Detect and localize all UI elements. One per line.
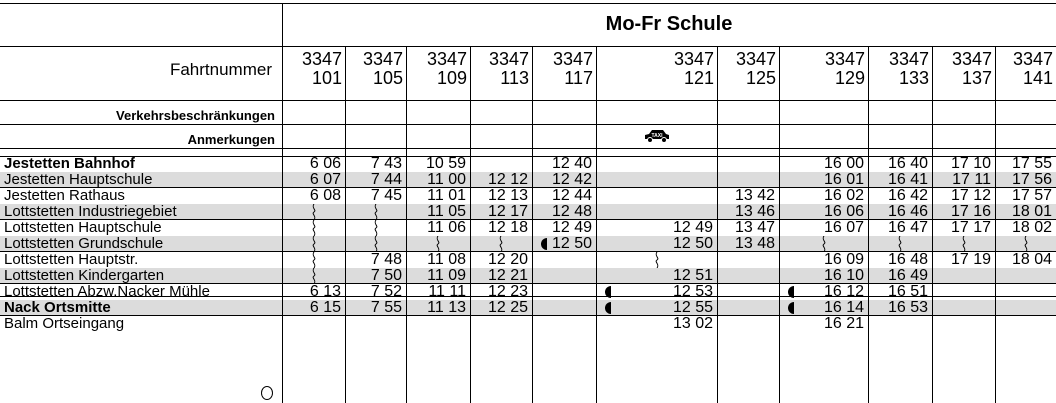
bypass-icon — [372, 236, 380, 252]
departure-time: 13 47 — [734, 219, 775, 236]
bypass-icon — [820, 236, 828, 252]
departure-time: 16 49 — [887, 267, 928, 284]
departure-time: 12 23 — [487, 283, 528, 300]
departure-time: 17 55 — [1011, 155, 1052, 172]
departure-time: 16 02 — [823, 187, 864, 204]
departure-time: 7 48 — [370, 251, 402, 268]
rule — [0, 100, 1056, 101]
departure-time: 6 15 — [309, 299, 341, 316]
trip-number-line1: 3347 — [735, 49, 776, 69]
trip-number-line1: 3347 — [673, 49, 714, 69]
departure-time: 12 13 — [487, 187, 528, 204]
half-circle-icon — [604, 286, 612, 298]
bypass-icon — [653, 252, 661, 268]
trip-number-line1: 3347 — [552, 49, 593, 69]
bypass-icon — [310, 252, 318, 268]
bypass-icon — [310, 236, 318, 252]
fahrtnummer-label: Fahrtnummer — [169, 60, 272, 79]
bypass-icon — [372, 220, 380, 236]
departure-time: 7 43 — [370, 155, 402, 172]
half-circle-icon — [787, 302, 795, 314]
stop-name: Balm Ortseingang — [4, 315, 125, 332]
departure-time: 16 47 — [887, 219, 928, 236]
departure-time: 11 05 — [427, 203, 466, 220]
stop-name: Lottstetten Abzw.Nacker Mühle — [4, 283, 210, 300]
page-title: Mo-Fr Schule — [605, 13, 733, 35]
departure-time: 7 44 — [370, 171, 402, 188]
trip-number-line2: 137 — [961, 68, 992, 88]
half-circle-icon — [604, 302, 612, 314]
half-circle-icon — [787, 286, 795, 298]
bypass-icon — [434, 236, 442, 252]
departure-time: 16 40 — [887, 155, 928, 172]
stop-name: Jestetten Bahnhof — [4, 155, 135, 172]
departure-time: 11 13 — [427, 299, 466, 316]
departure-time: 12 20 — [487, 251, 528, 268]
departure-time: 16 09 — [823, 251, 864, 268]
departure-time: 17 10 — [950, 155, 991, 172]
departure-time: 11 09 — [427, 267, 466, 284]
departure-time: 11 06 — [427, 219, 466, 236]
departure-time: 17 11 — [952, 171, 991, 188]
trip-number-line1: 3347 — [301, 49, 342, 69]
trip-number-line2: 141 — [1022, 68, 1053, 88]
trip-number-line2: 101 — [311, 68, 342, 88]
departure-time: 12 53 — [672, 283, 713, 300]
departure-time: 17 12 — [950, 187, 991, 204]
stop-name: Jestetten Hauptschule — [4, 171, 153, 188]
trip-number-line2: 109 — [436, 68, 467, 88]
departure-time: 13 02 — [672, 315, 713, 332]
bypass-icon — [1022, 236, 1030, 252]
departure-time: 17 19 — [950, 251, 991, 268]
departure-time: 16 21 — [823, 315, 864, 332]
trip-number-line2: 105 — [372, 68, 403, 88]
departure-time: 10 59 — [425, 155, 466, 172]
trip-number-line2: 129 — [834, 68, 865, 88]
departure-time: 17 16 — [950, 203, 991, 220]
bypass-icon — [497, 236, 505, 252]
circle-icon — [261, 386, 273, 400]
taxi-icon — [643, 129, 671, 143]
departure-time: 13 48 — [734, 235, 775, 252]
departure-time: 12 21 — [487, 267, 528, 284]
departure-time: 13 42 — [734, 187, 775, 204]
departure-time: 12 40 — [551, 155, 592, 172]
departure-time: 16 12 — [823, 283, 864, 300]
bypass-icon — [310, 220, 318, 236]
trip-number-line2: 117 — [564, 68, 593, 88]
rule — [0, 148, 1056, 149]
stop-name: Lottstetten Industriegebiet — [4, 203, 177, 220]
departure-time: 16 00 — [823, 155, 864, 172]
trip-number-line1: 3347 — [888, 49, 929, 69]
trip-number-line2: 133 — [898, 68, 929, 88]
trip-number-line2: 125 — [745, 68, 776, 88]
departure-time: 16 42 — [887, 187, 928, 204]
rule — [0, 124, 1056, 125]
stop-name: Nack Ortsmitte — [4, 299, 111, 316]
departure-time: 16 07 — [823, 219, 864, 236]
anmerkungen-label: Anmerkungen — [187, 132, 275, 147]
departure-time: 12 49 — [551, 219, 592, 236]
departure-time: 7 55 — [370, 299, 402, 316]
trip-number-line1: 3347 — [426, 49, 467, 69]
departure-time: 18 04 — [1011, 251, 1052, 268]
departure-time: 12 50 — [672, 235, 713, 252]
trip-number-line1: 3347 — [951, 49, 992, 69]
trip-number-line2: 113 — [500, 68, 529, 88]
departure-time: 13 46 — [734, 203, 775, 220]
svg-text:TAXI: TAXI — [650, 133, 663, 139]
stop-name: Lottstetten Kindergarten — [4, 267, 165, 284]
departure-time: 12 18 — [487, 219, 528, 236]
departure-time: 17 56 — [1011, 171, 1052, 188]
departure-time: 7 52 — [370, 283, 402, 300]
departure-time: 11 01 — [427, 187, 466, 204]
departure-time: 12 48 — [551, 203, 592, 220]
departure-time: 12 44 — [551, 187, 592, 204]
departure-time: 16 06 — [823, 203, 864, 220]
departure-time: 7 50 — [370, 267, 402, 284]
departure-time: 16 14 — [823, 299, 864, 316]
departure-time: 12 25 — [487, 299, 528, 316]
departure-time: 12 12 — [487, 171, 528, 188]
departure-time: 12 51 — [672, 267, 713, 284]
stop-name: Jestetten Rathaus — [4, 187, 125, 204]
departure-time: 6 06 — [309, 155, 341, 172]
departure-time: 11 11 — [428, 283, 466, 300]
rule — [0, 46, 1056, 47]
departure-time: 7 45 — [370, 187, 402, 204]
stop-name: Lottstetten Hauptstr. — [4, 251, 139, 268]
departure-time: 16 01 — [823, 171, 864, 188]
stop-name: Lottstetten Grundschule — [4, 235, 164, 252]
departure-time: 12 50 — [551, 235, 592, 252]
departure-time: 16 41 — [887, 171, 928, 188]
bypass-icon — [372, 204, 380, 220]
departure-time: 11 00 — [427, 171, 466, 188]
stop-name: Lottstetten Hauptschule — [4, 219, 162, 236]
bypass-icon — [310, 204, 318, 220]
departure-time: 16 53 — [887, 299, 928, 316]
trip-number-line2: 121 — [683, 68, 714, 88]
departure-time: 12 42 — [551, 171, 592, 188]
departure-time: 6 07 — [309, 171, 341, 188]
trip-number-line1: 3347 — [824, 49, 865, 69]
departure-time: 16 48 — [887, 251, 928, 268]
departure-time: 6 13 — [309, 283, 341, 300]
departure-time: 17 57 — [1011, 187, 1052, 204]
verkehrsbeschraenkungen-label: Verkehrsbeschränkungen — [116, 108, 275, 123]
bypass-icon — [960, 236, 968, 252]
departure-time: 12 49 — [672, 219, 713, 236]
departure-time: 16 10 — [823, 267, 864, 284]
bypass-icon — [896, 236, 904, 252]
departure-time: 16 51 — [887, 283, 928, 300]
col-rule — [345, 46, 346, 403]
departure-time: 12 17 — [487, 203, 528, 220]
departure-time: 11 08 — [427, 251, 466, 268]
half-circle-icon — [540, 238, 548, 250]
departure-time: 17 17 — [950, 219, 991, 236]
rule — [0, 3, 1056, 4]
bypass-icon — [310, 268, 318, 284]
trip-number-line1: 3347 — [1012, 49, 1053, 69]
departure-time: 12 55 — [672, 299, 713, 316]
departure-time: 6 08 — [309, 187, 341, 204]
departure-time: 16 46 — [887, 203, 928, 220]
departure-time: 18 01 — [1011, 203, 1052, 220]
trip-number-line1: 3347 — [488, 49, 529, 69]
trip-number-line1: 3347 — [362, 49, 403, 69]
departure-time: 18 02 — [1011, 219, 1052, 236]
